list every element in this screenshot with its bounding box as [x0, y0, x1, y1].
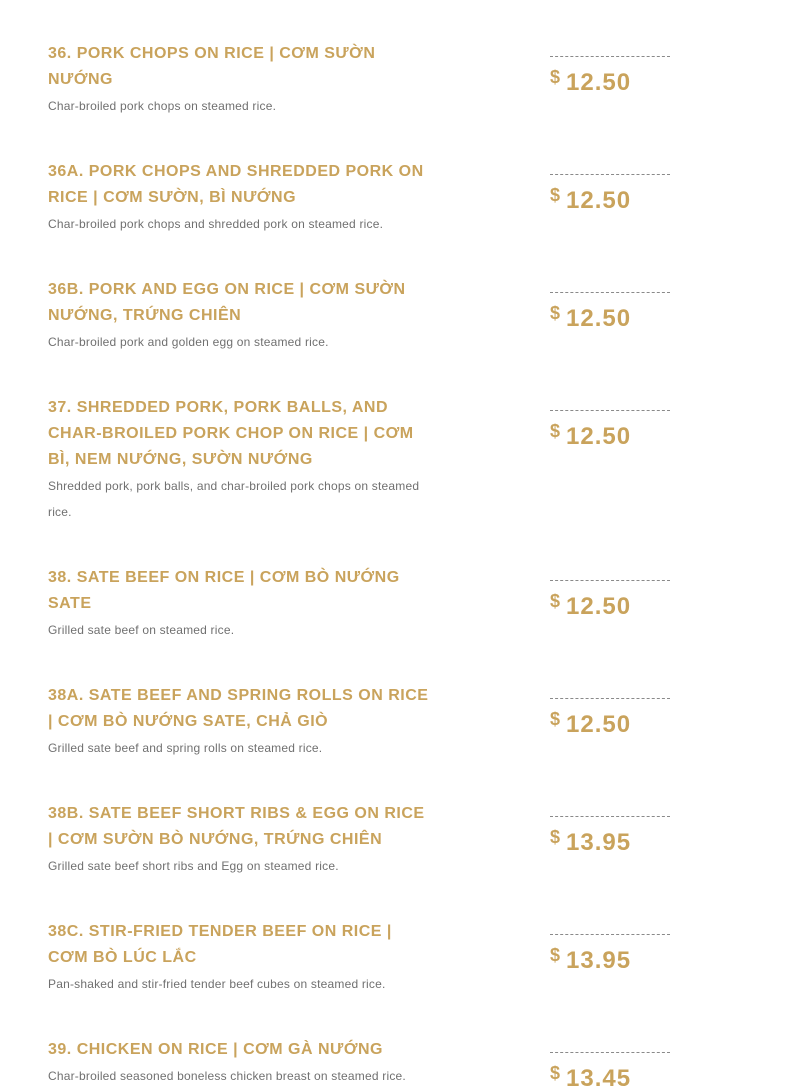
currency-symbol: $ [550, 709, 561, 729]
menu-item-description: Pan-shaked and stir-fried tender beef cubes on steamed rice. [48, 977, 386, 991]
price-amount: 12.50 [566, 187, 632, 214]
menu-item-description: Char-broiled pork chops and shredded pork on steamed rice. [48, 217, 384, 231]
menu-item-text [48, 277, 433, 355]
price-amount: 12.50 [566, 593, 632, 620]
menu-item-price [550, 947, 670, 975]
menu-item-text [48, 395, 433, 525]
dotted-leader-line [550, 698, 670, 699]
menu-item-description: Grilled sate beef on steamed rice. [48, 623, 235, 637]
menu-item-title: 38B. SATE BEEF SHORT RIBS & EGG ON RICE | CƠM SƯỜN BÒ NƯỚNG, TRỨNG CHIÊN [48, 805, 425, 848]
menu-item-price [550, 69, 670, 97]
menu-item-price [550, 711, 670, 739]
menu-item-text [48, 683, 433, 761]
menu-item-description: Char-broiled pork and golden egg on steamed rice. [48, 335, 329, 349]
menu-item-title: 36. PORK CHOPS ON RICE | CƠM SƯỜN NƯỚNG [48, 45, 376, 88]
menu-item-price-block [550, 290, 670, 333]
menu-item-title: 36A. PORK CHOPS AND SHREDDED PORK ON RICE | CƠM SƯỜN, BÌ NƯỚNG [48, 163, 424, 206]
menu-item-price-block [550, 408, 670, 451]
menu-item-text [48, 1037, 433, 1089]
menu-item-title: 37. SHREDDED PORK, PORK BALLS, AND CHAR-BROILED PORK CHOP ON RICE | CƠM BÌ, NEM NƯỚNG, SƯỜN NƯỚNG [48, 399, 414, 468]
currency-symbol: $ [550, 1063, 561, 1083]
menu-item-title: 38A. SATE BEEF AND SPRING ROLLS ON RICE | CƠM BÒ NƯỚNG SATE, CHẢ GIÒ [48, 687, 429, 730]
dotted-leader-line [550, 174, 670, 175]
menu-item-price [550, 187, 670, 215]
menu-item-text [48, 565, 433, 643]
price-amount: 12.50 [566, 711, 632, 738]
menu-item-description: Shredded pork, pork balls, and char-broiled pork chops on steamed rice. [48, 479, 420, 519]
dotted-leader-line [550, 816, 670, 817]
price-amount: 13.45 [566, 1065, 632, 1089]
menu-item-description: Char-broiled pork chops on steamed rice. [48, 99, 277, 113]
menu-item-price-block [550, 172, 670, 215]
dotted-leader-line [550, 1052, 670, 1053]
menu-item-title: 39. CHICKEN ON RICE | CƠM GÀ NƯỚNG [48, 1041, 383, 1058]
menu-item-text [48, 41, 433, 119]
menu-item-text [48, 801, 433, 879]
dotted-leader-line [550, 410, 670, 411]
menu-item-description: Grilled sate beef and spring rolls on steamed rice. [48, 741, 323, 755]
currency-symbol: $ [550, 945, 561, 965]
currency-symbol: $ [550, 303, 561, 323]
menu-item-price-block [550, 814, 670, 857]
menu-item-price [550, 829, 670, 857]
menu-item-price [550, 423, 670, 451]
dotted-leader-line [550, 934, 670, 935]
menu-item-description: Char-broiled seasoned boneless chicken breast on steamed rice. [48, 1069, 406, 1083]
menu-item-text [48, 919, 433, 997]
price-amount: 12.50 [566, 69, 632, 96]
currency-symbol: $ [550, 421, 561, 441]
menu-item-title: 38C. STIR-FRIED TENDER BEEF ON RICE | CƠM BÒ LÚC LẮC [48, 923, 392, 966]
price-amount: 13.95 [566, 829, 632, 856]
menu-item-description: Grilled sate beef short ribs and Egg on steamed rice. [48, 859, 339, 873]
menu-item-price-block [550, 578, 670, 621]
menu-item-price-block [550, 696, 670, 739]
dotted-leader-line [550, 56, 670, 57]
menu-item-title: 36B. PORK AND EGG ON RICE | CƠM SƯỜN NƯỚNG, TRỨNG CHIÊN [48, 281, 406, 324]
dotted-leader-line [550, 580, 670, 581]
price-amount: 12.50 [566, 305, 632, 332]
menu-item-price [550, 305, 670, 333]
currency-symbol: $ [550, 591, 561, 611]
price-amount: 13.95 [566, 947, 632, 974]
price-amount: 12.50 [566, 423, 632, 450]
menu-item-text [48, 159, 433, 237]
menu-item-price-block [550, 1050, 670, 1089]
currency-symbol: $ [550, 67, 561, 87]
menu-item-price [550, 593, 670, 621]
dotted-leader-line [550, 292, 670, 293]
currency-symbol: $ [550, 185, 561, 205]
menu-item-price-block [550, 54, 670, 97]
menu-item-price-block [550, 932, 670, 975]
menu-item-price [550, 1065, 670, 1089]
currency-symbol: $ [550, 827, 561, 847]
menu-item-title: 38. SATE BEEF ON RICE | CƠM BÒ NƯỚNG SATE [48, 569, 400, 612]
